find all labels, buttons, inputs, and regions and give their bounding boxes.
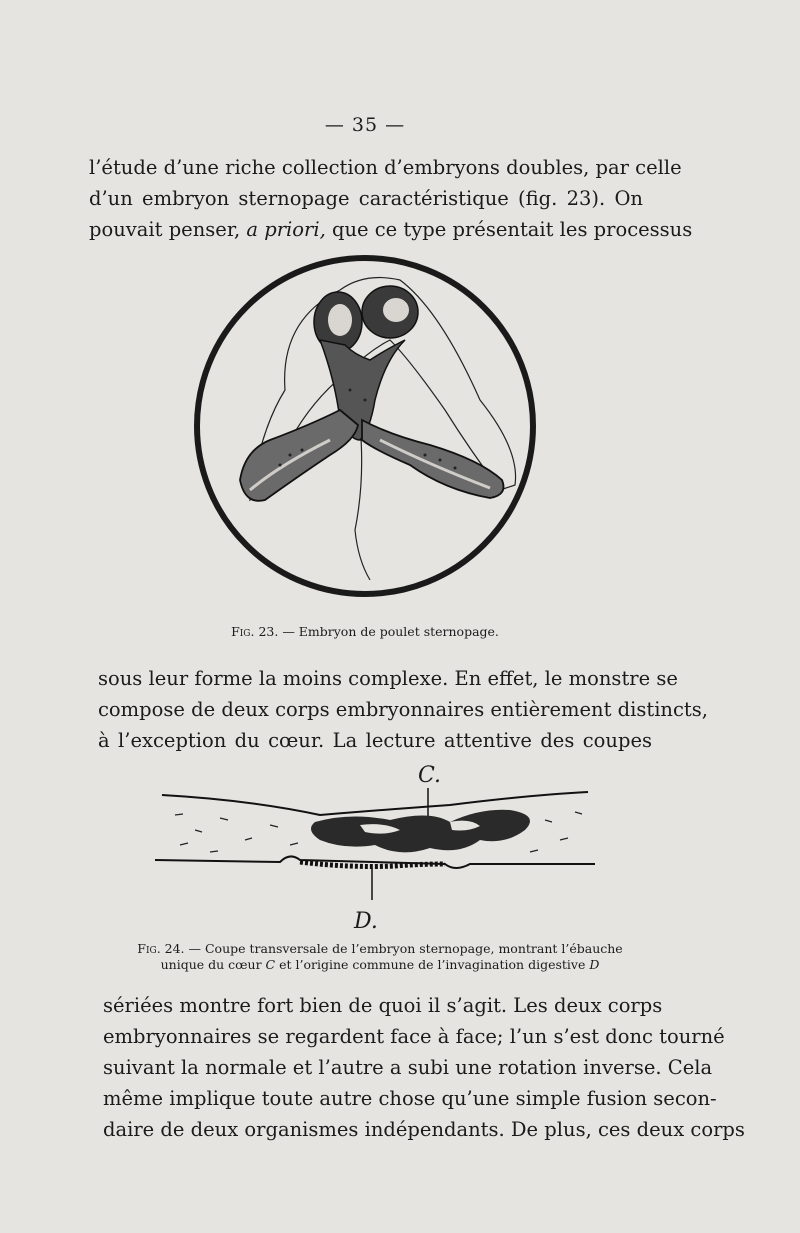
caption-text: — Coupe transversale de l’embryon sternopage, montrant l’ébauche <box>188 941 623 956</box>
text-line: sériées montre fort bien de quoi il s’agit. Les deux corps <box>103 994 663 1017</box>
figure-23-caption <box>130 624 600 640</box>
paragraph-3 <box>103 990 745 1145</box>
page-number: — 35 — <box>324 114 406 136</box>
caption-text: — Embryon de poulet sternopage. <box>282 624 499 639</box>
paragraph-2 <box>98 663 708 756</box>
figure-24-caption <box>120 941 640 973</box>
text-line: sous leur forme la moins complexe. En effet, le monstre se <box>98 667 678 690</box>
figure-label: Fig. 23. <box>231 624 279 639</box>
text-line: d’un embryon sternopage caractéristique (fig. 23). On <box>89 187 643 210</box>
text-line: compose de deux corps embryonnaires entièrement distincts, <box>98 698 708 721</box>
caption-label-c: C <box>265 957 276 972</box>
paragraph-1 <box>89 152 693 245</box>
label-c: C. <box>418 763 442 788</box>
text-line: embryonnaires se regardent face à face; l’un s’est donc tourné <box>103 1025 725 1048</box>
text-span: que ce type présentait les processus <box>325 218 693 241</box>
text-line: même implique toute autre chose qu’une simple fusion secon- <box>103 1087 717 1110</box>
italic-phrase: a priori, <box>246 218 326 241</box>
caption-text: unique du cœur <box>160 957 266 972</box>
label-d: D. <box>354 909 378 934</box>
figure-label: Fig. 24. <box>137 941 185 956</box>
text-line: daire de deux organismes indépendants. De plus, ces deux corps <box>103 1118 745 1141</box>
figure-24-section-illustration <box>150 760 600 935</box>
text-line: suivant la normale et l’autre a subi une rotation inverse. Cela <box>103 1056 713 1079</box>
caption-label-d: D <box>589 957 600 972</box>
text-line: à l’exception du cœur. La lecture attentive des coupes <box>98 729 652 752</box>
text-line <box>89 214 693 245</box>
text-span: pouvait penser, <box>89 218 247 241</box>
caption-text: et l’origine commune de l’invagination digestive <box>275 957 590 972</box>
caption-line <box>120 941 640 957</box>
text-line: l’étude d’une riche collection d’embryons doubles, par celle <box>89 156 682 179</box>
caption-line <box>120 957 640 973</box>
figure-23-embryo-illustration <box>190 250 540 610</box>
